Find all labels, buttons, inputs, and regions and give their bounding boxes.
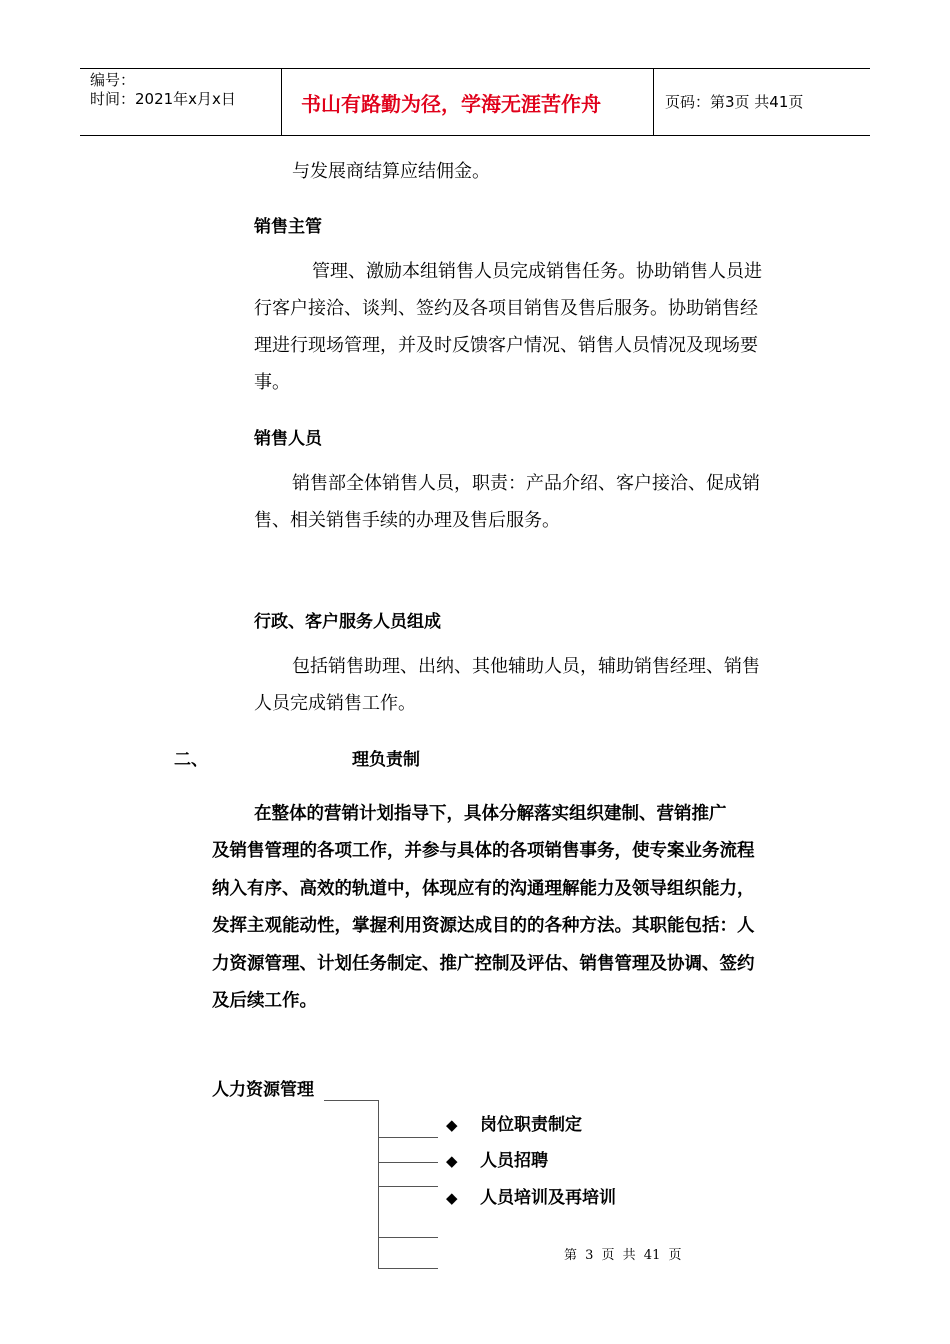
intro-line: 与发展商结算应结佣金。 (292, 161, 490, 182)
admin-line: 包括销售助理、出纳、其他辅助人员，辅助销售经理、销售 (292, 656, 760, 677)
section-paragraph-line: 纳入有序、高效的轨道中，体现应有的沟通理解能力及领导组织能力， (212, 879, 755, 899)
hr-item-label: 人员培训及再培训 (480, 1188, 616, 1208)
supervisor-heading: 销售主管 (254, 217, 322, 237)
header-bottom-rule (80, 135, 870, 136)
staff-line: 销售部全体销售人员，职责：产品介绍、客户接洽、促成销 (292, 473, 760, 494)
section-paragraph-line: 及销售管理的各项工作，并参与具体的各项销售事务，使专案业务流程 (212, 841, 755, 861)
diamond-bullet-icon: ◆ (446, 1152, 458, 1170)
header-top-rule (80, 68, 870, 69)
diamond-bullet-icon: ◆ (446, 1189, 458, 1207)
supervisor-line: 行客户接洽、谈判、签约及各项目销售及售后服务。协助销售经 (254, 298, 758, 319)
tree-branch (378, 1237, 438, 1238)
hr-item-label: 岗位职责制定 (480, 1115, 582, 1135)
hr-item (446, 1113, 582, 1137)
section-number: 二、 (174, 750, 208, 770)
hr-item (446, 1186, 616, 1210)
header-number: 编号： (90, 71, 136, 89)
page-footer: 第 3 页 共 41 页 (564, 1248, 682, 1263)
hr-item-label: 人员招聘 (480, 1151, 548, 1171)
section-paragraph-line: 力资源管理、计划任务制定、推广控制及评估、销售管理及协调、签约 (212, 954, 755, 974)
hr-item (446, 1149, 548, 1173)
header-divider-right (653, 68, 654, 136)
admin-line: 人员完成销售工作。 (254, 693, 416, 714)
supervisor-line: 事。 (254, 372, 290, 393)
supervisor-line: 管理、激励本组销售人员完成销售任务。协助销售人员进 (312, 261, 762, 282)
tree-branch (378, 1268, 438, 1269)
header-divider-left (281, 68, 282, 136)
hr-heading: 人力资源管理 (212, 1080, 314, 1100)
header-motto: 书山有路勤为径，学海无涯苦作舟 (301, 92, 601, 116)
staff-line: 售、相关销售手续的办理及售后服务。 (254, 510, 560, 531)
page-header (80, 68, 870, 136)
tree-branch (378, 1162, 438, 1163)
tree-branch (378, 1137, 438, 1138)
staff-heading: 销售人员 (254, 429, 322, 449)
section-title: 理负责制 (352, 750, 420, 770)
header-page-number: 页码：第3页 共41页 (665, 93, 804, 111)
section-paragraph-line: 及后续工作。 (212, 991, 317, 1011)
tree-branch (378, 1186, 438, 1187)
section-paragraph-line: 在整体的营销计划指导下，具体分解落实组织建制、营销推广 (254, 804, 727, 824)
tree-connector (324, 1100, 378, 1101)
tree-trunk (378, 1100, 379, 1268)
admin-heading: 行政、客户服务人员组成 (254, 612, 441, 632)
header-time: 时间：2021年x月x日 (90, 90, 236, 108)
diamond-bullet-icon: ◆ (446, 1116, 458, 1134)
supervisor-line: 理进行现场管理，并及时反馈客户情况、销售人员情况及现场要 (254, 335, 758, 356)
section-paragraph-line: 发挥主观能动性，掌握利用资源达成目的的各种方法。其职能包括：人 (212, 916, 755, 936)
